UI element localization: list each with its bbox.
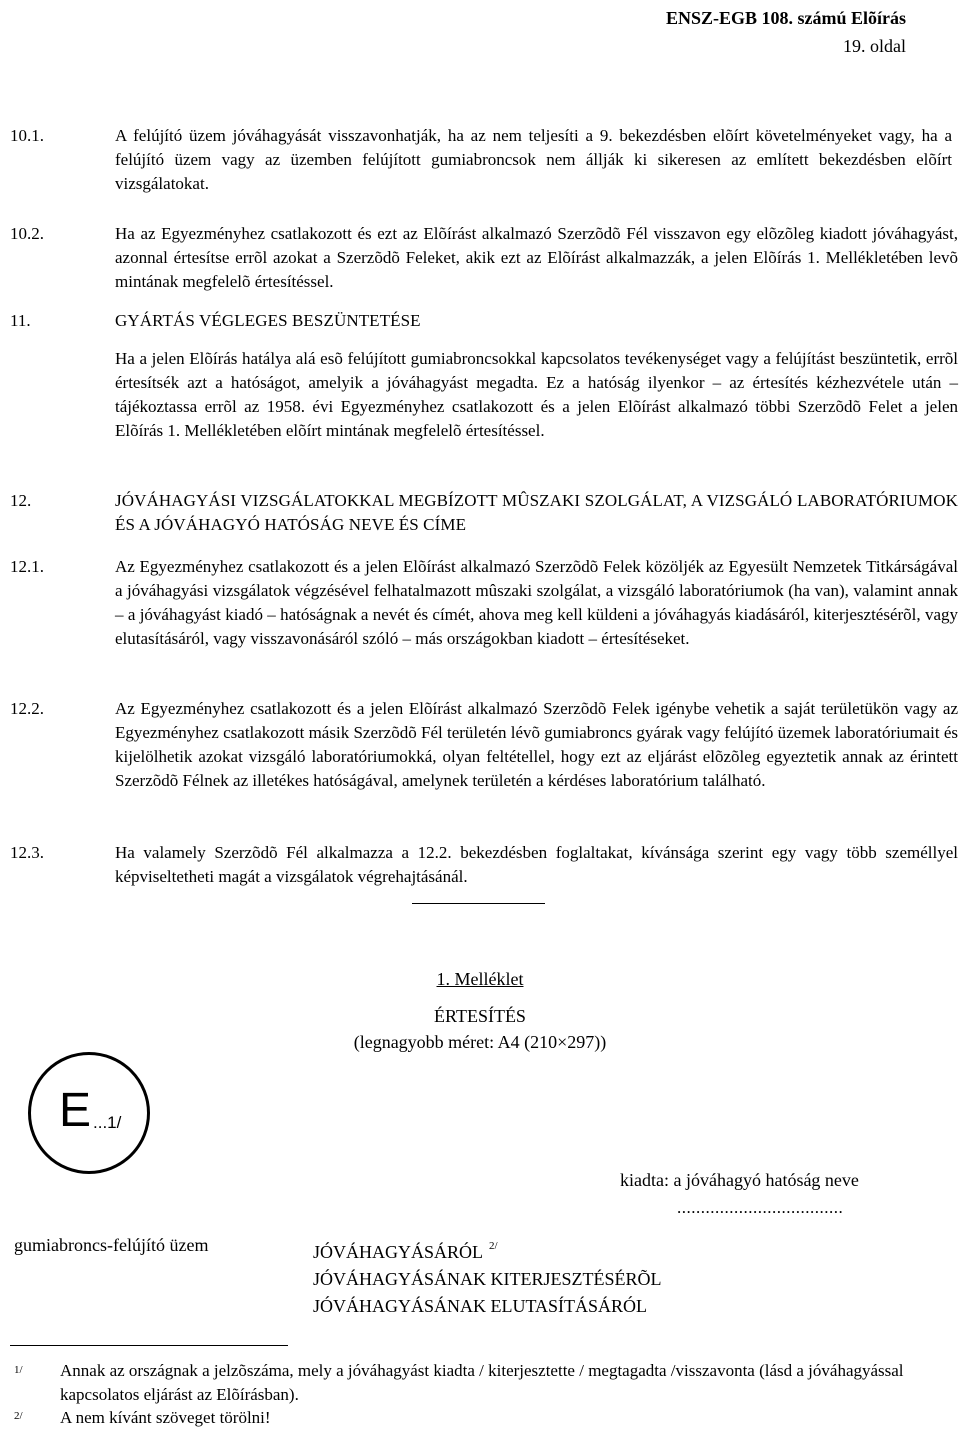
option-extension: JÓVÁHAGYÁSÁNAK KITERJESZTÉSÉRÕL [313, 1269, 662, 1289]
footnote-2-text: A nem kívánt szöveget törölni! [60, 1408, 271, 1427]
approval-mark-sub: ...1/ [93, 1113, 122, 1132]
section-number-12-1: 12.1. [10, 557, 44, 576]
section-12-3-text: Ha valamely Szerzõdõ Fél alkalmazza a 12.2. bekezdésben foglaltakat, kívánsága szerint egy vagy több személlyel képviseltetheti magát a vizsgálatok végrehajtásánál. [115, 843, 958, 886]
option-footnote-ref: 2/ [489, 1240, 498, 1252]
notice-block [300, 1003, 660, 1055]
footnote-2-mark: 2/ [14, 1410, 23, 1422]
section-11-heading: GYÁRTÁS VÉGLEGES BESZÜNTETÉSE [115, 311, 421, 330]
notice-title: ÉRTESÍTÉS [434, 1006, 526, 1026]
annex-title-text: 1. Melléklet [436, 969, 524, 989]
page-header [666, 4, 906, 60]
document-title: ENSZ-EGB 108. számú Elõírás [665, 8, 906, 28]
option-refusal: JÓVÁHAGYÁSÁNAK ELUTASÍTÁSÁRÓL [313, 1296, 648, 1316]
section-number-12-3: 12.3. [10, 843, 44, 862]
section-number-12: 12. [10, 491, 32, 510]
annex-title [400, 967, 560, 991]
section-number-11: 11. [10, 311, 31, 330]
section-12-1-text: Az Egyezményhez csatlakozott és a jelen Elõírást alkalmazó Szerzõdõ Felek közöljék az Egyesült Nemzetek Titkárságával a jóváhagyási vizsgálatok végzésével felhatalmazott mûszaki szolgálat, a vizsgáló laboratóriumok (ha van), valamint annak – a jóváhagyást kiadó – hatóságnak a nevét és címét, ahova meg kell küldeni a jóváhagyás kiadásáról, kiterjesztésérõl, vagy elutasításáról, vagy visszavonásáról szóló – más országokban kiadott – értesítéseket. [115, 557, 958, 648]
section-separator [412, 903, 545, 904]
section-10-2-text: Ha az Egyezményhez csatlakozott és ezt az Elõírást alkalmazó Szerzõdõ Fél visszavon egy elõzõleg kiadott jóváhagyást, azonnal értesítse errõl azokat a Szerzõdõ Feleket, akik ezt az Elõírást alkalmazzák, a jelen Elõírás 1. Mellékletében levõ mintának megfelelõ értesítéssel. [115, 224, 958, 291]
notice-format: (legnagyobb méret: A4 (210×297)) [353, 1032, 607, 1052]
option-approval-text: JÓVÁHAGYÁSÁRÓL [313, 1242, 484, 1262]
footnote-separator [10, 1345, 288, 1346]
section-12-heading: JÓVÁHAGYÁSI VIZSGÁLATOKKAL MEGBÍZOTT MÛSZAKI SZOLGÁLAT, A VIZSGÁLÓ LABORATÓRIUMOK ÉS A JÓVÁHAGYÓ HATÓSÁG NEVE ÉS CÍME [115, 491, 958, 534]
footnote-1-text: Annak az országnak a jelzõszáma, mely a jóváhagyást kiadta / kiterjesztette / megtagadta /visszavonta (lásd a jóváhagyással kapcsolatos eljárást az Elõírásban). [60, 1361, 904, 1404]
footnote-1-mark: 1/ [14, 1364, 23, 1376]
section-10-1-text [115, 124, 952, 196]
notice-options [313, 1233, 662, 1320]
retreading-plant-label: gumiabroncs-felújító üzem [14, 1235, 209, 1255]
option-approval [313, 1233, 662, 1266]
section-number-10-1: 10.1. [10, 126, 44, 145]
section-10-1-body: A felújító üzem jóváhagyását visszavonhatják, ha az nem teljesíti a 9. bekezdésben elõírt követelményeket vagy, ha a felújító üzem vagy az üzemben felújított gumiabroncsok nem állják ki sikeresen az említett bekezdésben elõírt vizsgálatokat. [115, 126, 952, 193]
issued-by-dots: ................................... [677, 1198, 844, 1217]
section-number-10-2: 10.2. [10, 224, 44, 243]
approval-mark-circle [28, 1052, 150, 1174]
issued-by-label: kiadta: a jóváhagyó hatóság neve [620, 1170, 859, 1190]
section-11-text: Ha a jelen Elõírás hatálya alá esõ felújított gumiabroncsokkal kapcsolatos tevékenységet vagy a felújítást beszüntetik, errõl értesítsék azt a hatóságot, amelyik a jóváhagyást megadta. Ez a hatóság ilyenkor – az értesítés kézhezvétele után – tájékoztassa errõl az 1958. évi Egyezményhez csatlakozott és a jelen Elõírást alkalmazó többi Szerzõdõ Felet a jelen Elõírás 1. Mellékletében elõírt mintának megfelelõ értesítéssel. [115, 349, 958, 440]
approval-mark-letter: E [59, 1084, 92, 1137]
section-number-12-2: 12.2. [10, 699, 44, 718]
page-number: 19. oldal [843, 36, 906, 56]
section-12-2-text: Az Egyezményhez csatlakozott és a jelen Elõírást alkalmazó Szerzõdõ Felek igénybe vehetik a saját területükön vagy az Egyezményhez csatlakozott másik Szerzõdõ Fél területén lévõ gumiabroncs gyárak vagy felújító üzemek laboratóriumait és kijelölhetik azokat vizsgáló laboratóriumokká, olyan feltétellel, hogy ezt az eljárást elõzõleg egyeztetik annak az érintett Szerzõdõ Félnek az illetékes hatóságával, amelynek területén a kérdéses laboratórium található. [115, 699, 958, 790]
